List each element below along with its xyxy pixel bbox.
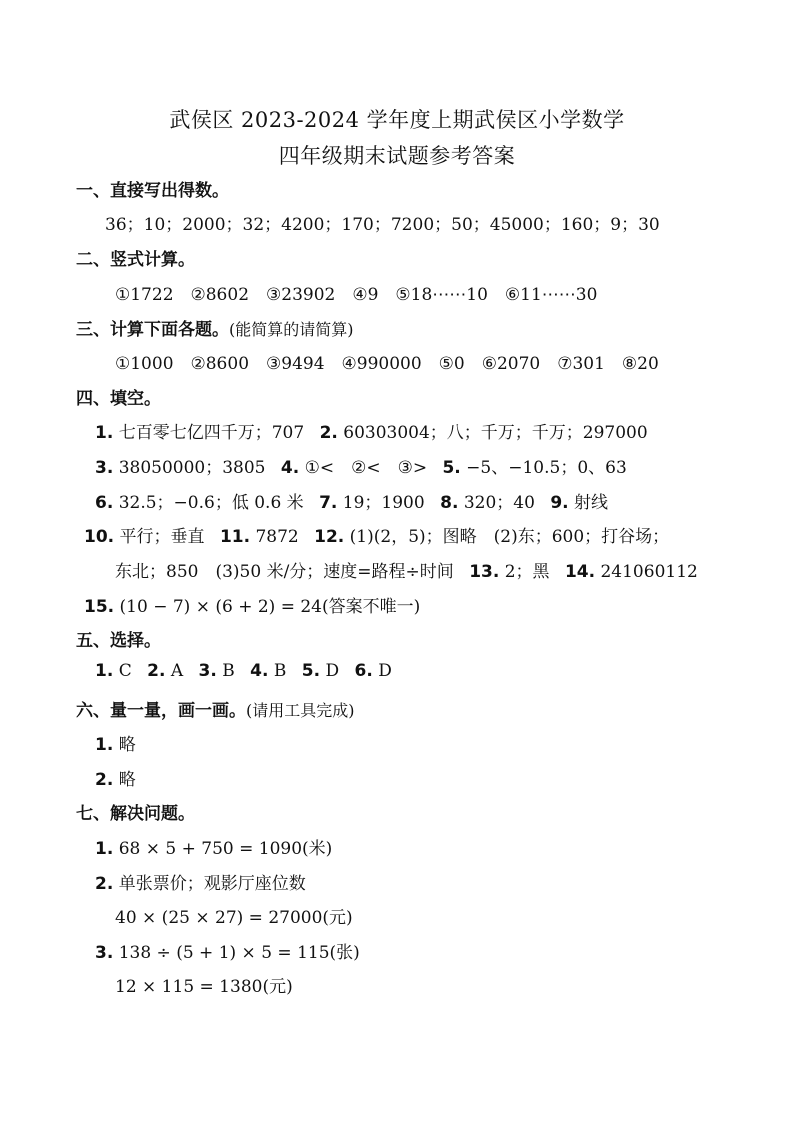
solve-3-formula: 12 × 115 = 1380(元) xyxy=(115,977,293,997)
section-3-answers: ①1000 ②8600 ③9494 ④990000 ⑤0 ⑥2070 ⑦301 ⑧20 xyxy=(115,354,659,374)
fill-answer-1: 七百零七亿四千万；707 xyxy=(118,423,305,443)
fill-answer-15: (10 − 7) × (6 + 2) = 24(答案不唯一) xyxy=(119,597,421,617)
section-1-answers: 36；10；2000；32；4200；170；7200；50；45000；160；9；30 xyxy=(105,215,660,235)
section-3-note: (能简算的请简算) xyxy=(229,320,354,339)
fill-row-3: 6. 32.5；−0.6；低 0.6 米 7. 19；1900 8. 320；40 9. 射线 xyxy=(95,493,609,513)
section-6-note: (请用工具完成) xyxy=(246,701,355,720)
fill-answer-2: 60303004；八；千万；千万；297000 xyxy=(343,423,648,443)
fill-answer-8: 320；40 xyxy=(463,493,535,513)
fill-row-6: 15. (10 − 7) × (6 + 2) = 24(答案不唯一) xyxy=(84,597,421,617)
choice-answer-6: D xyxy=(378,661,392,681)
choice-answer-3: B xyxy=(222,661,235,681)
fill-row-5: 东北；850 (3)50 米/分；速度=路程÷时间 13. 2；黑 14. 241060112 xyxy=(115,562,698,582)
fill-answer-3: 38050000；3805 xyxy=(118,458,266,478)
section-6-heading: 六、量一量，画一画。(请用工具完成) xyxy=(76,701,355,721)
fill-answer-7: 19；1900 xyxy=(342,493,425,513)
title-line-1: 武侯区 2023-2024 学年度上期武侯区小学数学 xyxy=(169,108,625,132)
section-5-heading: 五、选择。 xyxy=(76,631,161,651)
solve-2: 2. 单张票价；观影厅座位数 xyxy=(95,874,306,894)
draw-item-1: 1. 略 xyxy=(95,735,136,755)
fill-answer-12-cont: 东北；850 (3)50 米/分；速度=路程÷时间 xyxy=(115,562,454,582)
choice-answer-4: B xyxy=(273,661,287,681)
fill-row-4: 10. 平行；垂直 11. 7872 12. (1)(2，5)；图略 (2)东；600；打谷场； xyxy=(84,527,670,547)
section-3-heading: 三、计算下面各题。(能简算的请简算) xyxy=(76,320,354,340)
section-7-heading: 七、解决问题。 xyxy=(76,804,195,824)
title-line-2: 四年级期末试题参考答案 xyxy=(278,144,516,168)
solve-3: 3. 138 ÷ (5 + 1) × 5 = 115(张) xyxy=(95,943,360,963)
fill-row-2: 3. 38050000；3805 4. ①< ②< ③> 5. −5、−10.5；0、63 xyxy=(95,458,627,478)
fill-answer-5: −5、−10.5；0、63 xyxy=(466,458,627,478)
fill-answer-13: 2；黑 xyxy=(504,562,550,582)
draw-item-2: 2. 略 xyxy=(95,770,136,790)
choice-answer-2: A xyxy=(170,661,184,681)
fill-answer-4: ①< ②< ③> xyxy=(304,458,428,478)
fill-row-1: 1. 七百零七亿四千万；707 2. 60303004；八；千万；千万；297000 xyxy=(95,423,648,443)
choice-answer-1: C xyxy=(118,661,132,681)
fill-answer-12: (1)(2，5)；图略 (2)东；600；打谷场； xyxy=(349,527,670,547)
fill-answer-11: 7872 xyxy=(255,527,299,547)
section-1-heading: 一、直接写出得数。 xyxy=(76,181,229,201)
section-2-heading: 二、竖式计算。 xyxy=(76,250,195,270)
solve-1: 1. 68 × 5 + 750 = 1090(米) xyxy=(95,839,333,859)
choice-row: 1. C 2. A 3. B 4. B 5. D 6. D xyxy=(95,661,392,681)
section-4-heading: 四、填空。 xyxy=(76,389,161,409)
fill-answer-9: 射线 xyxy=(574,493,609,513)
choice-answer-5: D xyxy=(325,661,340,681)
solve-2-formula: 40 × (25 × 27) = 27000(元) xyxy=(115,908,353,928)
fill-answer-10: 平行；垂直 xyxy=(119,527,205,547)
section-2-answers: ①1722 ②8602 ③23902 ④9 ⑤18⋯⋯10 ⑥11⋯⋯30 xyxy=(115,285,598,305)
fill-answer-6: 32.5；−0.6；低 0.6 米 xyxy=(118,493,304,513)
fill-answer-14: 241060112 xyxy=(600,562,698,582)
